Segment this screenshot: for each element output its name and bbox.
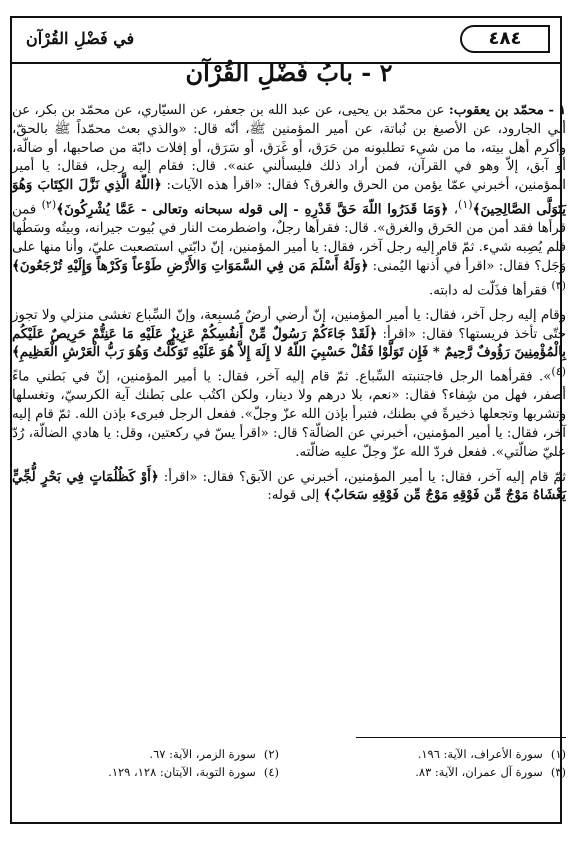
quran-verse: ﴿وَمَا قَدَرُوا اللّهَ حَقَّ قَدْرِهِ - إلى قوله سبحانه وتعالى - عَمَّا يُشْرِكُونَ﴾ xyxy=(56,202,449,218)
footnote-number: (٣) xyxy=(550,765,566,779)
paragraph-text: فمن قرأها فقد أمن من الحَرق والغرق». قال: فقرأها رجلٌ، واضطرمت النار في بُيوت جيرانه، وبيتُه وسَطُها فلم يُصِبه شيء. ثمّ قام إليه رجل آخر، فقال: يا أمير المؤمنين، إنّ دابّتي استصعبت عليّ، وأنا منها على وَجَل؟ فقال: «اقرأ في أُذنها اليُمنى: xyxy=(12,202,566,274)
quran-verse: ﴿وَلَهُ أَسْلَمَ مَن فِي السَّمَوَاتِ وَالأَرْضِ طَوْعاً وَكَرْهاً وَإِلَيْهِ تُرْجَعُونَ﴾ xyxy=(12,258,369,274)
page-number: ٤٨٤ xyxy=(460,25,550,53)
footnote-ref: (٢) xyxy=(41,197,57,211)
footnotes xyxy=(12,746,566,780)
footnote-ref: (١) xyxy=(458,197,473,211)
quran-verse: ﴿اللّهُ الَّذِي نَزَّلَ الكِتَابَ وَهُوَ يَتَوَلَّى الصَّالِحِينَ﴾ xyxy=(12,178,567,218)
separator: ، xyxy=(453,202,458,218)
footnote-text: سورة آل عمران، الآية: ٨٣. xyxy=(415,765,543,779)
quran-verse: ﴿لَقَدْ جَاءَكُمْ رَسُولٌ مِّنْ أَنفُسِكُمْ عَزِيزٌ عَلَيْهِ مَا عَنِتُّمْ حَرِيصٌ عَلَيْكُم بِالْمُؤْمِنِينَ رَؤُوفٌ رَّحِيمٌ * فَإِن تَوَلَّوْا فَقُلْ حَسْبِيَ اللّهُ لا إِلَهَ إِلاَّ هُوَ عَلَيْهِ تَوَكَّلْتُ وَهُوَ رَبُّ الْعَرْشِ الْعَظِيمِ﴾ xyxy=(12,326,566,361)
paragraph-3 xyxy=(12,469,566,507)
footnote-number: (٢) xyxy=(263,747,279,761)
footnote-number: (١) xyxy=(550,747,566,761)
paragraph-text: ثمّ قام إليه آخر، فقال: يا أمير المؤمنين، أخبرني عن الآبق؟ فقال: «اقرأ: xyxy=(163,469,566,485)
chapter-title: ٢ - بابُ فَضْلِ القُرْآن xyxy=(185,58,393,87)
paragraph-text: وقام إليه رجل آخر، فقال: يا أمير المؤمنين، إنّ أرضي أرضٌ مُسبِعة، وإنّ السِّباع تغشى منزلي ولا تجوز حتّى تأخذ فريستها؟ فقال: «اقرأ: xyxy=(12,307,567,342)
hadith-lead: ١ - محمّد بن يعقوب: xyxy=(448,103,566,118)
footnote xyxy=(299,764,566,780)
paragraph-text: ». فقرأهما الرجل فاجتنبته السِّباع. ثمّ قام إليه آخر، فقال: يا أمير المؤمنين، إنّ في بَطني ماءً أصفر، فهل من شِفاء؟ فقال: «نعم، بلا درهم ولا دينار، ولكن اكتُب على بَطنك آية الكرسيّ، وتغسلها وتشربها وتجعلها ذخيرةً في بطنك، فتبرأ بإذن الله عزّ وجلّ». ففعل الرجل فبرىء بإذن الله. ثمّ قام إليه آخر، فقال: يا أمير المؤمنين، أخبرني عن الضالّة؟ قال: «اقرأ يسّ في ركعتين، وقل: يا هادي الضالّة، رُدّ عليّ ضالّتي». ففعل فردّ الله عزّ وجلّ عليه ضالّته. xyxy=(12,369,566,460)
paragraph-text: فقرأها فذَلّت له دابته. xyxy=(428,283,548,299)
footnote-text: سورة التوبة، الآيتان: ١٢٨، ١٢٩. xyxy=(108,765,256,779)
quran-verse: ﴿أَوْ كَظُلُمَاتٍ فِي بَحْرٍ لُّجِّيٍّ يَغْشَاهُ مَوْجٌ مِّن فَوْقِهِ مَوْجٌ مِّن فَوْقِهِ سَحَابٌ﴾ xyxy=(12,469,566,504)
paragraph-1 xyxy=(12,102,566,301)
footnote xyxy=(12,764,279,780)
footnote-rule xyxy=(356,737,566,738)
paragraph-text: عن محمّد بن يحيى، عن عبد الله بن جعفر، عن السيّاري، عن محمّد بن بكر، عن أبي الجارود، عن الأصبغ بن نُباتة، عن أمير المؤمنين ﷺ، أنّه قال: «والذي بعث محمّداً ﷺ بالحقّ، وأكرم أهل بيته، ما من شيء تطلبونه من حَرَق، أو غَرَق، أو سَرَق، أو إفلات دابّة من صاحبها، أو ضالّة، أو آبق، إلاّ وهو في القرآن، فمن أراد ذلك فليسألني عنه». قال: فقام إليه رجل، فقال: يا أمير المؤمنين، أخبرني عمّا يؤمن من الحرق والغرق؟ فقال: «اقرأ هذه الآيات: xyxy=(12,103,566,194)
footnote xyxy=(299,746,566,762)
footnote xyxy=(12,746,279,762)
footnote-ref: (٤) xyxy=(551,365,566,379)
footnote-ref: (٣) xyxy=(551,278,566,292)
footnote-number: (٤) xyxy=(263,765,279,779)
body-text xyxy=(12,102,566,512)
footnote-text: سورة الزمر، الآية: ٦٧. xyxy=(149,747,256,761)
running-title: في فَضْلِ القُرْآن xyxy=(26,29,135,48)
paragraph-text: إلى قوله: xyxy=(267,488,320,504)
footnote-text: سورة الأعراف، الآية: ١٩٦. xyxy=(417,747,543,761)
paragraph-2 xyxy=(12,307,566,463)
